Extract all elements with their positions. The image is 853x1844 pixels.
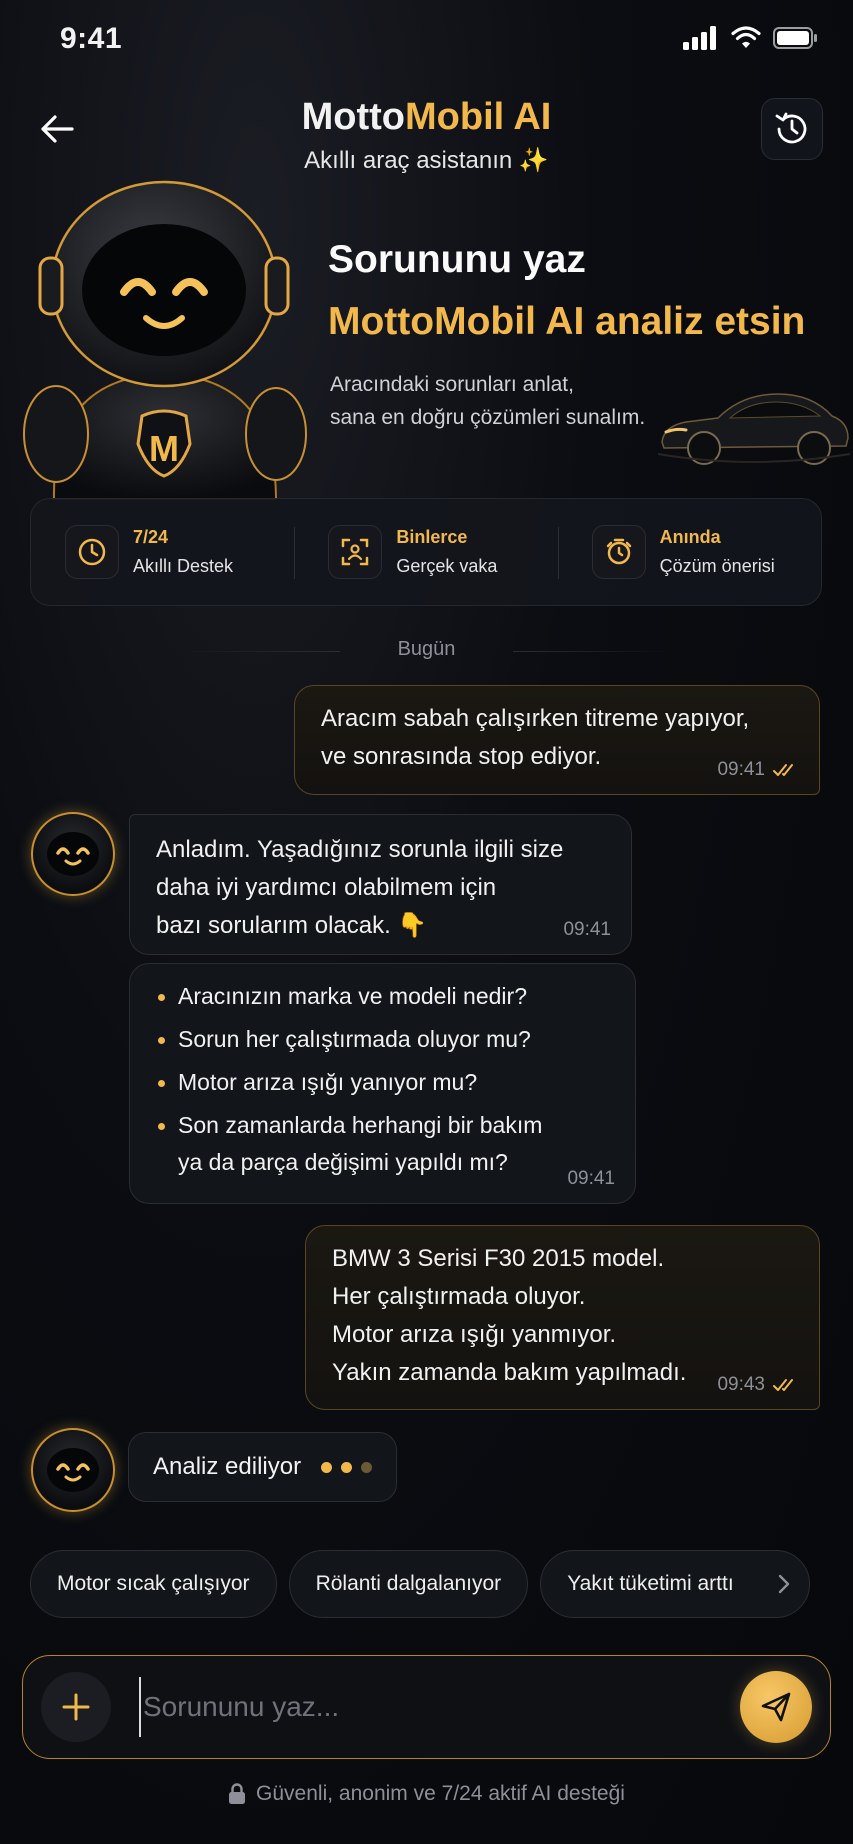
message-line: BMW 3 Serisi F30 2015 model. <box>332 1245 665 1272</box>
feature-item <box>31 499 294 605</box>
signal-icon <box>683 26 719 50</box>
message-line: Her çalıştırmada oluyor. <box>332 1283 586 1310</box>
user-message <box>305 1225 820 1410</box>
status-icons <box>683 26 819 50</box>
chip-label: Rölanti dalgalanıyor <box>315 1572 502 1595</box>
attach-button[interactable] <box>41 1672 111 1742</box>
chip-label: Motor sıcak çalışıyor <box>57 1572 250 1595</box>
list-item-line: ya da parça değişimi yapıldı mı? <box>178 1149 508 1175</box>
hero-description-line: sana en doğru çözümleri sunalım. <box>330 406 646 429</box>
message-time: 09:41 <box>563 919 611 940</box>
feature-item <box>294 499 557 605</box>
list-item-line: Son zamanlarda herhangi bir bakım <box>178 1112 543 1138</box>
quick-reply-chip[interactable] <box>540 1550 810 1618</box>
history-button[interactable] <box>761 98 823 160</box>
message-meta <box>717 760 799 780</box>
message-line: Motor arıza ışığı yanmıyor. <box>332 1321 617 1348</box>
message-meta <box>567 1169 615 1189</box>
double-check-icon <box>773 762 799 778</box>
typing-dot <box>341 1462 352 1473</box>
feature-item <box>558 499 821 605</box>
app-title <box>0 96 853 139</box>
message-time: 09:43 <box>717 1374 765 1395</box>
feature-title: 7/24 <box>133 527 169 547</box>
hero-title-accent: MottoMobil AI analiz etsin <box>328 300 806 343</box>
message-line: bazı sorularım olacak. 👇 <box>156 912 428 939</box>
feature-title: Binlerce <box>396 527 468 547</box>
robot-mascot <box>14 172 314 500</box>
feature-subtitle: Çözüm önerisi <box>659 556 775 576</box>
clock-icon <box>65 525 119 579</box>
hero-title: Sorununu yaz <box>328 238 586 281</box>
status-time: 9:41 <box>60 22 123 55</box>
wifi-icon <box>731 26 761 50</box>
security-note-text: Güvenli, anonim ve 7/24 aktif AI desteği <box>256 1782 625 1805</box>
list-item <box>156 1107 609 1181</box>
message-composer <box>22 1655 831 1759</box>
message-time: 09:41 <box>717 759 765 780</box>
list-item: Aracınızın marka ve modeli nedir? <box>156 978 609 1015</box>
typing-label: Analiz ediliyor <box>153 1453 302 1480</box>
security-note <box>0 1782 853 1806</box>
ai-avatar <box>31 812 115 896</box>
message-meta <box>717 1375 799 1395</box>
hero-description-line: Aracındaki sorunları anlat, <box>330 373 574 396</box>
typing-dot <box>361 1462 372 1473</box>
double-check-icon <box>773 1377 799 1393</box>
car-illustration <box>656 372 852 472</box>
chip-label: Yakıt tüketimi arttı <box>567 1572 734 1595</box>
date-divider <box>0 638 853 661</box>
ai-message <box>129 814 632 955</box>
message-line: daha iyi yardımcı olabilmem için <box>156 874 497 901</box>
ai-avatar <box>31 1428 115 1512</box>
date-label: Bugün <box>397 638 456 660</box>
quick-reply-chip[interactable] <box>30 1550 277 1618</box>
message-line: ve sonrasında stop ediyor. <box>321 743 602 770</box>
question-list <box>156 978 609 1181</box>
hero-description <box>330 368 670 434</box>
message-line: Anladım. Yaşadığınız sorunla ilgili size <box>156 836 564 863</box>
robot-face-icon <box>45 830 101 878</box>
message-line: Aracım sabah çalışırken titreme yapıyor, <box>321 705 750 732</box>
battery-icon <box>773 26 819 50</box>
user-message <box>294 685 820 795</box>
message-meta <box>563 920 611 940</box>
robot-badge-letter: M <box>149 428 179 469</box>
scan-icon <box>328 525 382 579</box>
history-icon <box>773 110 811 148</box>
send-button[interactable] <box>740 1671 812 1743</box>
feature-title: Anında <box>659 527 721 547</box>
target-icon <box>592 525 646 579</box>
status-bar <box>0 0 853 84</box>
plus-icon <box>61 1692 91 1722</box>
message-line: Yakın zamanda bakım yapılmadı. <box>332 1359 687 1386</box>
message-time: 09:41 <box>567 1168 615 1189</box>
features-card <box>30 498 822 606</box>
feature-subtitle: Gerçek vaka <box>396 556 498 576</box>
typing-dots <box>321 1462 372 1473</box>
quick-replies <box>30 1550 810 1618</box>
app-subtitle: Akıllı araç asistanın ✨ <box>304 147 549 174</box>
typing-indicator <box>128 1432 397 1502</box>
ai-message <box>129 963 636 1204</box>
robot-face-icon <box>45 1446 101 1494</box>
typing-dot <box>321 1462 332 1473</box>
app-title-accent: Mobil AI <box>405 96 552 138</box>
message-input[interactable] <box>139 1677 740 1737</box>
app-title-main: Motto <box>301 96 406 138</box>
list-item: Motor arıza ışığı yanıyor mu? <box>156 1064 609 1101</box>
list-item: Sorun her çalıştırmada oluyor mu? <box>156 1021 609 1058</box>
feature-subtitle: Akıllı Destek <box>133 556 234 576</box>
send-icon <box>759 1690 793 1724</box>
lock-icon <box>228 1783 246 1805</box>
chevron-right-icon[interactable] <box>777 1574 791 1594</box>
quick-reply-chip[interactable] <box>289 1550 529 1618</box>
